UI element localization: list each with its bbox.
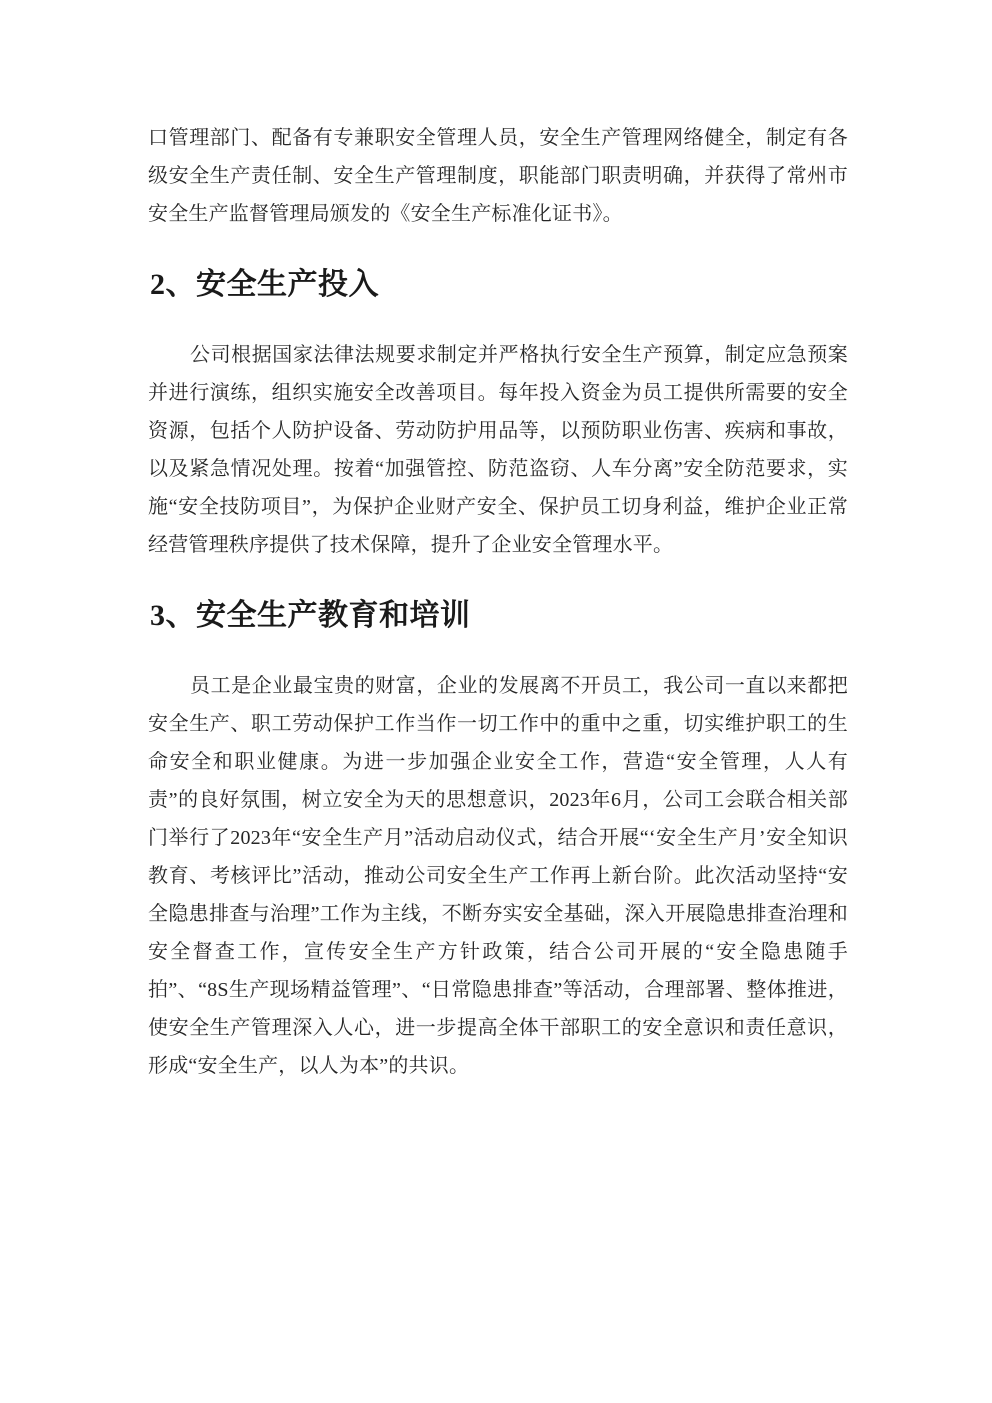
section-2-heading: 2、安全生产投入 [150, 268, 379, 301]
section-2-paragraph: 公司根据国家法律法规要求制定并严格执行安全生产预算，制定应急预案并进行演练，组织实施安全改善项目。每年投入资金为员工提供所需要的安全资源，包括个人防护设备、劳动防护用品等，以预防职业伤害、疾病和事故，以及紧急情况处理。按着“加强管控、防范盗窃、人车分离”安全防范要求，实施“安全技防项目”，为保护企业财产安全、保护员工切身利益，维护企业正常经营管理秩序提供了技术保障，提升了企业安全管理水平。 [148, 344, 848, 556]
section-3-heading: 3、安全生产教育和培训 [150, 599, 471, 632]
section-3-paragraph: 员工是企业最宝贵的财富，企业的发展离不开员工，我公司一直以来都把安全生产、职工劳动保护工作当作一切工作中的重中之重，切实维护职工的生命安全和职业健康。为进一步加强企业安全工作，营造“安全管理，人人有责”的良好氛围，树立安全为天的思想意识，2023年6月，公司工会联合相关部门举行了2023年“安全生产月”活动启动仪式，结合开展“‘安全生产月’安全知识教育、考核评比”活动，推动公司安全生产工作再上新台阶。此次活动坚持“安全隐患排查与治理”工作为主线，不断夯实安全基础，深入开展隐患排查治理和安全督查工作，宣传安全生产方针政策，结合公司开展的“安全隐患随手拍”、“8S生产现场精益管理”、“日常隐患排查”等活动，合理部署、整体推进，使安全生产管理深入人心，进一步提高全体干部职工的安全意识和责任意识，形成“安全生产，以人为本”的共识。 [148, 675, 848, 1077]
paragraph-continuation: 口管理部门、配备有专兼职安全管理人员，安全生产管理网络健全，制定有各级安全生产责任制、安全生产管理制度，职能部门职责明确，并获得了常州市安全生产监督管理局颁发的《安全生产标准化证书》。 [148, 127, 848, 225]
page-content [148, 119, 848, 1085]
